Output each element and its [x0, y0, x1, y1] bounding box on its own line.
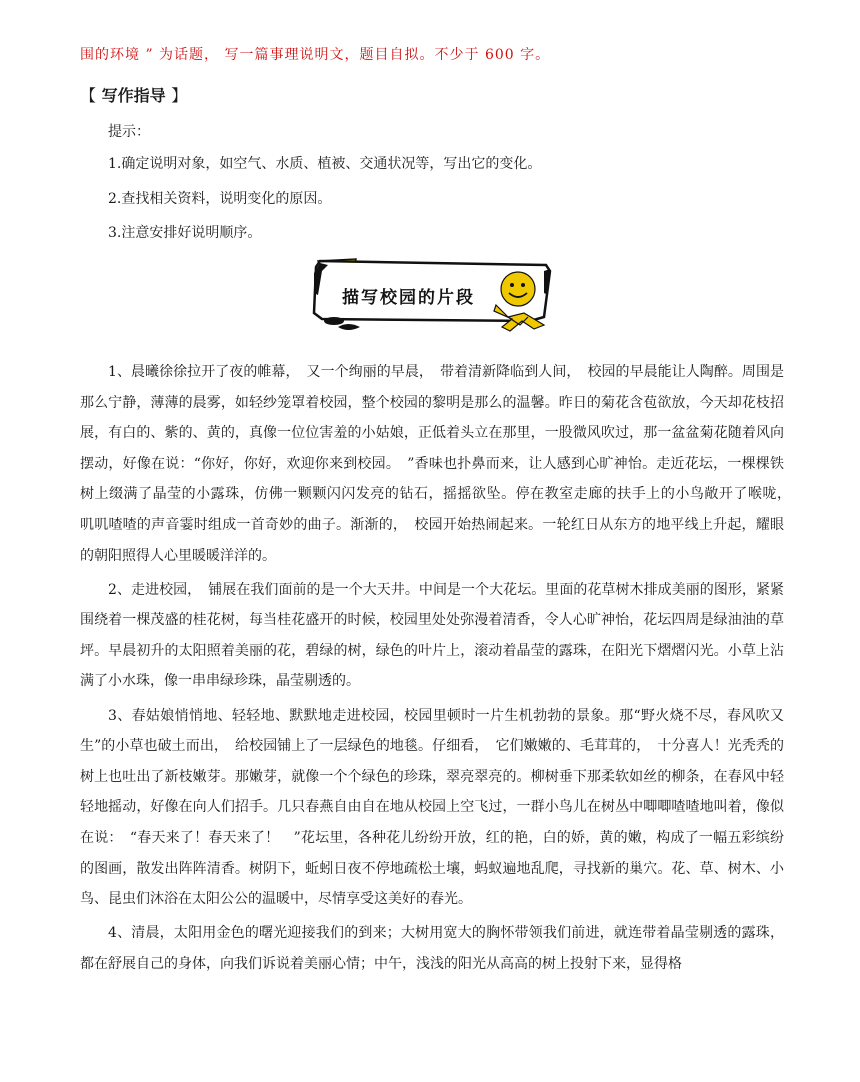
paragraph: 2、走进校园， 铺展在我们面前的是一个大天井。中间是一个大花坛。里面的花草树木排成美丽的图形，紧紧围绕着一棵茂盛的桂花树，每当桂花盛开的时候，校园里处处弥漫着清香，令人心旷神怡，花坛四周是绿油油的草坪。早晨初升的太阳照着美丽的花，碧绿的树，绿色的叶片上，滚动着晶莹的露珠，在阳光下熠熠闪光。小草上沾满了小水珠，像一串串绿珍珠，晶莹剔透的。: [80, 581, 784, 690]
paragraph: 1、晨曦徐徐拉开了夜的帷幕， 又一个绚丽的早晨， 带着清新降临到人间， 校园的早晨能让人陶醉。周围是那么宁静，薄薄的晨雾，如轻纱笼罩着校园，整个校园的黎明是那么的温馨。昨日的菊花含苞欲放，今天却花枝招展，有白的、紫的、黄的，真像一位位害羞的小姑娘，正低着头立在那里，一股微风吹过，那一盆盆菊花随着风向摆动，好像在说：“你好，你好，欢迎你来到校园。 ”香味也扑鼻而来，让人感到心旷神怡。走近花坛，一棵棵铁树上缀满了晶莹的小露珠，仿佛一颗颗闪闪发亮的钻石，摇摇欲坠。停在教室走廊的扶手上的小鸟敞开了喉咙， 叽叽喳喳的声音霎时组成一首奇妙的曲子。渐渐的， 校园开始热闹起来。一轮红日从东方的地平线上升起，耀眼的朝阳照得人心里暖暖洋洋的。: [80, 364, 798, 564]
heading-close-bracket: 】: [171, 86, 188, 105]
heading-open-bracket: 【: [80, 86, 97, 105]
heading-label: 写作指导: [101, 86, 166, 105]
paragraph: 4、清晨，太阳用金色的曙光迎接我们的到来；大树用宽大的胸怀带领我们前进，就连带着晶莹剔透的露珠，都在舒展自己的身体，向我们诉说着美丽心情；中午，浅浅的阳光从高高的树上投射下来，显得格: [80, 925, 784, 972]
assignment-text: 围的环境 ” 为话题， 写一篇事理说明文，题目自拟。不少于 600 字。: [80, 47, 551, 63]
article-body: [80, 357, 798, 983]
banner-foot: [338, 324, 360, 330]
tip-item: 3.注意安排好说明顺序。: [108, 225, 262, 241]
paragraph: 3、春姑娘悄悄地、轻轻地、默默地走进校园，校园里顿时一片生机勃勃的景象。那“野火烧不尽，春风吹又生”的小草也破土而出， 给校园铺上了一层绿色的地毯。仔细看， 它们嫩嫩的、毛茸茸的， 十分喜人！光秃秃的树上也吐出了新枝嫩芽。那嫩芽，就像一个个绿色的珍珠，翠亮翠亮的。柳树垂下那柔软如丝的柳条，在春风中轻轻地摇动，好像在向人们招手。几只春燕自由自在地从校园上空飞过，一群小鸟儿在树丛中唧唧喳喳地叫着，像似在说： “春天来了！春天来了！ ”花坛里，各种花儿纷纷开放，红的艳，白的娇，黄的嫩，构成了一幅五彩缤纷的图画，散发出阵阵清香。树阴下，蚯蚓日夜不停地疏松土壤，蚂蚁遍地乱爬，寻找新的巢穴。花、草、树木、小鸟、昆虫们沐浴在太阳公公的温暖中，尽情享受这美好的春光。: [80, 707, 784, 908]
banner-foot: [324, 317, 344, 325]
tips-label: 提示：: [108, 124, 150, 140]
tip-item: 2.查找相关资料，说明变化的原因。: [108, 191, 332, 207]
tip-item: 1.确定说明对象，如空气、水质、植被、交通状况等，写出它的变化。: [108, 156, 542, 172]
smiley-icon: [501, 272, 535, 306]
banner-title: 描写校园的片段: [342, 288, 475, 308]
section-heading: [80, 83, 187, 106]
